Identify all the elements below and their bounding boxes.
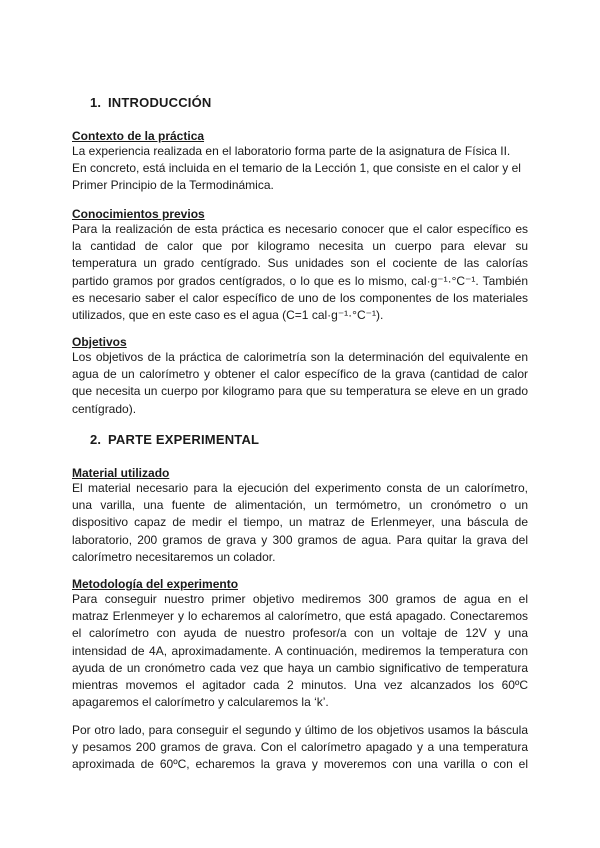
paragraph-material xyxy=(72,480,528,566)
text-line: intensidad de 4A, aproximadamente. A continuación, mediremos la temperatura con xyxy=(72,643,528,658)
section-number: 2. xyxy=(90,432,102,447)
text-line: Los objetivos de la práctica de calorimetría son la determinación del equivalente en xyxy=(72,350,528,364)
text-line: una varilla, una fuente de alimentación, un termómetro, un cronómetro o un xyxy=(72,498,528,513)
text-line: dispositivo capaz de medir el tiempo, un matraz de Erlenmeyer, una báscula de xyxy=(72,515,528,530)
text-line: partido gramos por grados centígrados, o lo que es lo mismo, cal·g⁻¹·°C⁻¹. También xyxy=(72,273,528,288)
paragraph-metodologia-2 xyxy=(72,722,528,774)
text-line: que necesita un cuerpo por kilogramo para que su temperatura se eleve en un grado xyxy=(72,384,528,399)
subheading-contexto: Contexto de la práctica xyxy=(72,129,205,143)
paragraph-metodologia xyxy=(72,591,528,711)
subheading-metodologia: Metodología del experimento xyxy=(72,577,239,591)
section-number: 1. xyxy=(90,95,102,110)
text-line: Primer Principio de la Termodinámica. xyxy=(72,178,274,193)
text-line: centígrado). xyxy=(72,401,137,416)
paragraph-conocimientos xyxy=(72,221,528,324)
text-line: el calorímetro con ayuda de nuestro profesor/a con un voltaje de 12V y una xyxy=(72,626,528,641)
subheading-objetivos: Objetivos xyxy=(72,335,127,349)
text-line: Para conseguir nuestro primer objetivo mediremos 300 gramos de agua en el xyxy=(72,592,528,606)
subheading-conocimientos: Conocimientos previos xyxy=(72,207,205,221)
text-line: es necesario saber el calor específico de uno de los componentes de los materiales xyxy=(72,290,528,305)
text-line: la cantidad de calor que por kilogramo necesita un cuerpo para elevar su xyxy=(72,239,528,254)
text-line: calorímetro necesitaremos un colador. xyxy=(72,549,276,564)
text-line: Por otro lado, para conseguir el segundo y último de los objetivos usamos la báscula xyxy=(72,723,528,737)
paragraph-contexto xyxy=(72,143,528,195)
text-line: aproximada de 60ºC, echaremos la grava y moveremos con una varilla o con el xyxy=(72,757,528,772)
text-line: y pesamos 200 gramos de grava. Con el calorímetro apagado y a una temperatura xyxy=(72,740,528,755)
subheading-material: Material utilizado xyxy=(72,466,170,480)
text-line: utilizados, que en este caso es el agua (C=1 cal·g⁻¹·°C⁻¹). xyxy=(72,308,384,323)
section-title: INTRODUCCIÓN xyxy=(108,95,212,110)
paragraph-objetivos xyxy=(72,349,528,418)
section-heading-parte-experimental xyxy=(90,432,259,447)
text-line: En concreto, está incluida en el temario de la Lección 1, que consiste en el calor y el xyxy=(72,161,521,176)
text-line: ayuda de un cronómetro cada vez que haya un cambio significativo de temperatura xyxy=(72,660,528,675)
text-line: matraz Erlenmeyer y lo echaremos al calorímetro, que está apagado. Conectaremos xyxy=(72,609,528,624)
text-line: agua de un calorímetro y obtener el calor específico de la grava (cantidad de calor xyxy=(72,367,528,382)
text-line: El material necesario para la ejecución del experimento consta de un calorímetro, xyxy=(72,481,528,495)
text-line: Para la realización de esta práctica es necesario conocer que el calor específico es xyxy=(72,222,528,236)
text-line: La experiencia realizada en el laboratorio forma parte de la asignatura de Física II. xyxy=(72,144,511,158)
section-heading-introduccion xyxy=(90,95,212,110)
text-line: laboratorio, 200 gramos de grava y 300 gramos de agua. Para quitar la grava del xyxy=(72,532,528,547)
text-line: temperatura un grado centígrado. Sus unidades son el cociente de las calorías xyxy=(72,256,528,271)
text-line: mientras movemos el agitador cada 2 minutos. Una vez alcanzados los 60ºC xyxy=(72,678,528,693)
section-title: PARTE EXPERIMENTAL xyxy=(108,432,260,447)
text-line: apagaremos el calorímetro y calcularemos la ‘k’. xyxy=(72,695,329,710)
